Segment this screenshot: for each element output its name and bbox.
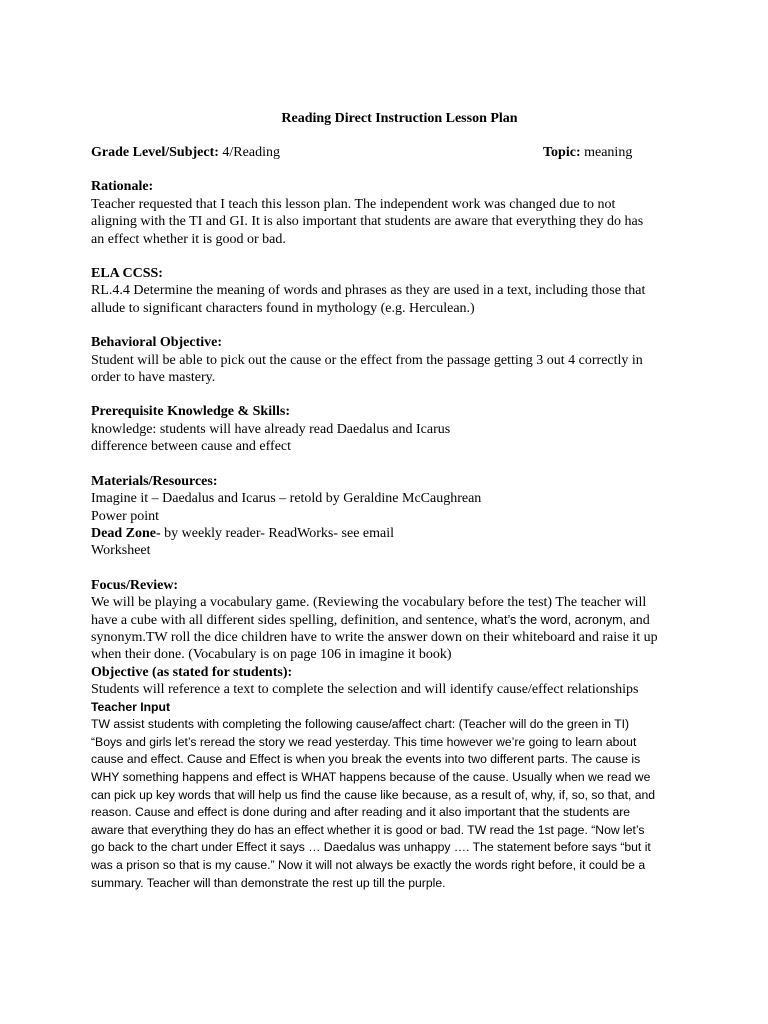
topic-value: meaning <box>580 145 633 161</box>
materials-line: Worksheet <box>91 543 151 559</box>
objective-heading: Objective (as stated for students): <box>91 664 293 680</box>
focus-review-line: synonym.TW roll the dice children have to write the answer down on their whiteboard and raise it up <box>91 629 658 645</box>
teacher-input-heading: Teacher Input <box>91 699 171 714</box>
teacher-input-line: was a prison so that is my cause.” Now it will not always be exactly the words right before, it could be a <box>91 857 646 872</box>
ela-ccss-line: RL.4.4 Determine the meaning of words and phrases as they are used in a text, including those that <box>91 283 646 299</box>
ela-ccss-heading: ELA CCSS: <box>91 266 163 282</box>
teacher-input-line: TW assist students with completing the following cause/affect chart: (Teacher will do the green in TI) <box>91 717 630 732</box>
materials-section <box>91 473 708 560</box>
focus-review-line: when their done. (Vocabulary is on page 106 in imagine it book) <box>91 647 452 663</box>
grade-value: 4/Reading <box>218 145 280 161</box>
materials-line: Power point <box>91 508 160 524</box>
teacher-input-line: reason. Cause and effect is done during and after reading and it also important that the students are <box>91 805 631 820</box>
prerequisite-line: difference between cause and effect <box>91 439 292 455</box>
focus-review-text: have a cube with all different sides spelling, definition, and sentence, <box>91 612 482 628</box>
materials-heading: Materials/Resources: <box>91 473 218 489</box>
dead-zone-text: by weekly reader- ReadWorks- see email <box>160 525 395 541</box>
rationale-line: an effect whether it is good or bad. <box>91 231 286 247</box>
behavioral-objective-heading: Behavioral Objective: <box>91 335 223 351</box>
materials-line: Imagine it – Daedalus and Icarus – retold by Geraldine McCaughrean <box>91 491 482 507</box>
objective-line: Students will reference a text to complete the selection and will identify cause/effect relationships <box>91 682 639 698</box>
focus-review-section <box>91 577 708 664</box>
document-title: Reading Direct Instruction Lesson Plan <box>281 111 518 126</box>
prerequisite-section <box>91 403 708 455</box>
grade-level-subject <box>91 144 280 161</box>
behavioral-objective-line: order to have mastery. <box>91 370 216 386</box>
topic <box>543 144 632 161</box>
ela-ccss-line: allude to significant characters found in mythology (e.g. Herculean.) <box>91 300 475 316</box>
behavioral-objective-section <box>91 334 708 386</box>
grade-label: Grade Level/Subject: <box>91 145 219 161</box>
rationale-line: Teacher requested that I teach this lesson plan. The independent work was changed due to not <box>91 196 616 212</box>
dead-zone-label: Dead Zone- <box>91 525 161 541</box>
focus-review-line: We will be playing a vocabulary game. (Reviewing the vocabulary before the test) The teacher will <box>91 595 647 611</box>
teacher-input-line: WHY something happens and effect is WHAT happens because of the cause. Usually when we read we <box>91 769 651 784</box>
objective-section <box>91 664 708 699</box>
ela-ccss-section <box>91 265 708 317</box>
focus-review-heading: Focus/Review: <box>91 577 179 593</box>
focus-review-line <box>91 612 708 629</box>
rationale-line: aligning with the TI and GI. It is also important that students are aware that everything they do has <box>91 214 644 230</box>
dead-zone-line <box>91 525 708 542</box>
teacher-input-line: summary. Teacher will than demonstrate the rest up till the purple. <box>91 875 446 890</box>
teacher-input-line: aware that everything they do has an effect whether it is good or bad. TW read the 1st page. “Now let’s <box>91 822 645 837</box>
rationale-section <box>91 178 708 248</box>
focus-review-text: and <box>626 612 650 628</box>
behavioral-objective-line: Student will be able to pick out the cause or the effect from the passage getting 3 out 4 correctly in <box>91 352 643 368</box>
rationale-heading: Rationale: <box>91 179 154 195</box>
prerequisite-line: knowledge: students will have already read Daedalus and Icarus <box>91 421 451 437</box>
prerequisite-heading: Prerequisite Knowledge & Skills: <box>91 404 290 420</box>
teacher-input-line: cause and effect. Cause and Effect is when you break the events into two different parts. The cause is <box>91 752 641 767</box>
teacher-input-line: can pick up key words that will help us find the cause like because, as a result of, why, if, so, so that, and <box>91 787 656 802</box>
teacher-input-line: go back to the chart under Effect it says … Daedalus was unhappy …. The statement before says “but it <box>91 840 651 855</box>
teacher-input-line: “Boys and girls let’s reread the story we read yesterday. This time however we’re going to learn about <box>91 734 637 749</box>
focus-review-text-alt-font: what’s the word, acronym, <box>481 612 627 627</box>
topic-label: Topic: <box>543 145 581 161</box>
meta-row <box>91 144 708 162</box>
teacher-input-section <box>91 699 708 893</box>
